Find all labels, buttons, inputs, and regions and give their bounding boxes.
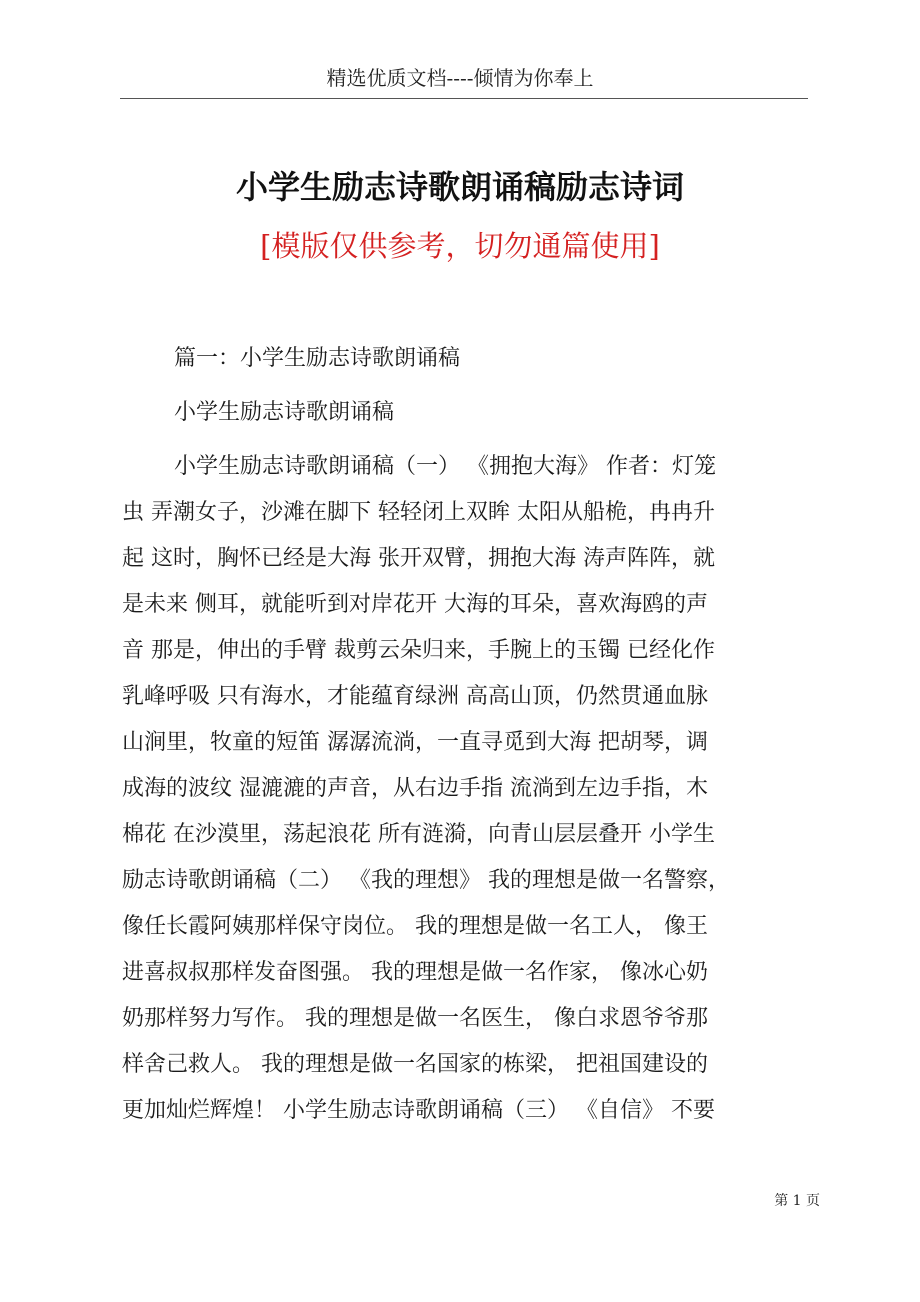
body-line: 像任长霞阿姨那样保守岗位。 我的理想是做一名工人， 像王: [122, 914, 708, 939]
template-notice: [模版仅供参考，切勿通篇使用]: [260, 229, 660, 263]
body-line: 成海的波纹 湿漉漉的声音，从右边手指 流淌到左边手指，木: [122, 776, 708, 801]
body-line: 虫 弄潮女子，沙滩在脚下 轻轻闭上双眸 太阳从船桅，冉冉升: [122, 500, 715, 525]
body-line: 奶那样努力写作。 我的理想是做一名医生， 像白求恩爷爷那: [122, 1006, 708, 1031]
subheading: 小学生励志诗歌朗诵稿: [174, 400, 395, 425]
body-line: 样舍己救人。 我的理想是做一名国家的栋梁， 把祖国建设的: [122, 1052, 708, 1077]
document-body: [122, 336, 806, 1134]
body-line: 励志诗歌朗诵稿（二） 《我的理想》 我的理想是做一名警察，: [122, 868, 730, 893]
body-line: 棉花 在沙漠里，荡起浪花 所有涟漪，向青山层层叠开 小学生: [122, 822, 715, 847]
header-divider: [120, 98, 808, 99]
body-line: 起 这时，胸怀已经是大海 张开双臂，拥抱大海 涛声阵阵，就: [122, 546, 715, 571]
page-number: 第 1 页: [774, 1193, 820, 1209]
document-title: 小学生励志诗歌朗诵稿励志诗词: [235, 168, 684, 206]
body-line: 进喜叔叔那样发奋图强。 我的理想是做一名作家， 像冰心奶: [122, 960, 708, 985]
body-line: 山涧里，牧童的短笛 潺潺流淌，一直寻觅到大海 把胡琴，调: [122, 730, 708, 755]
body-line: 小学生励志诗歌朗诵稿（一） 《拥抱大海》 作者：灯笼: [174, 454, 716, 479]
body-line: 乳峰呼吸 只有海水，才能蕴育绿洲 高高山顶，仍然贯通血脉: [122, 684, 708, 709]
body-line: 是未来 侧耳，就能听到对岸花开 大海的耳朵，喜欢海鸥的声: [122, 592, 708, 617]
body-line: 音 那是，伸出的手臂 裁剪云朵归来，手腕上的玉镯 已经化作: [122, 638, 715, 663]
page-header: 精选优质文档----倾情为你奉上: [326, 66, 594, 90]
section-heading: 篇一：小学生励志诗歌朗诵稿: [174, 346, 461, 371]
body-line: 更加灿烂辉煌！ 小学生励志诗歌朗诵稿（三） 《自信》 不要: [122, 1098, 715, 1123]
